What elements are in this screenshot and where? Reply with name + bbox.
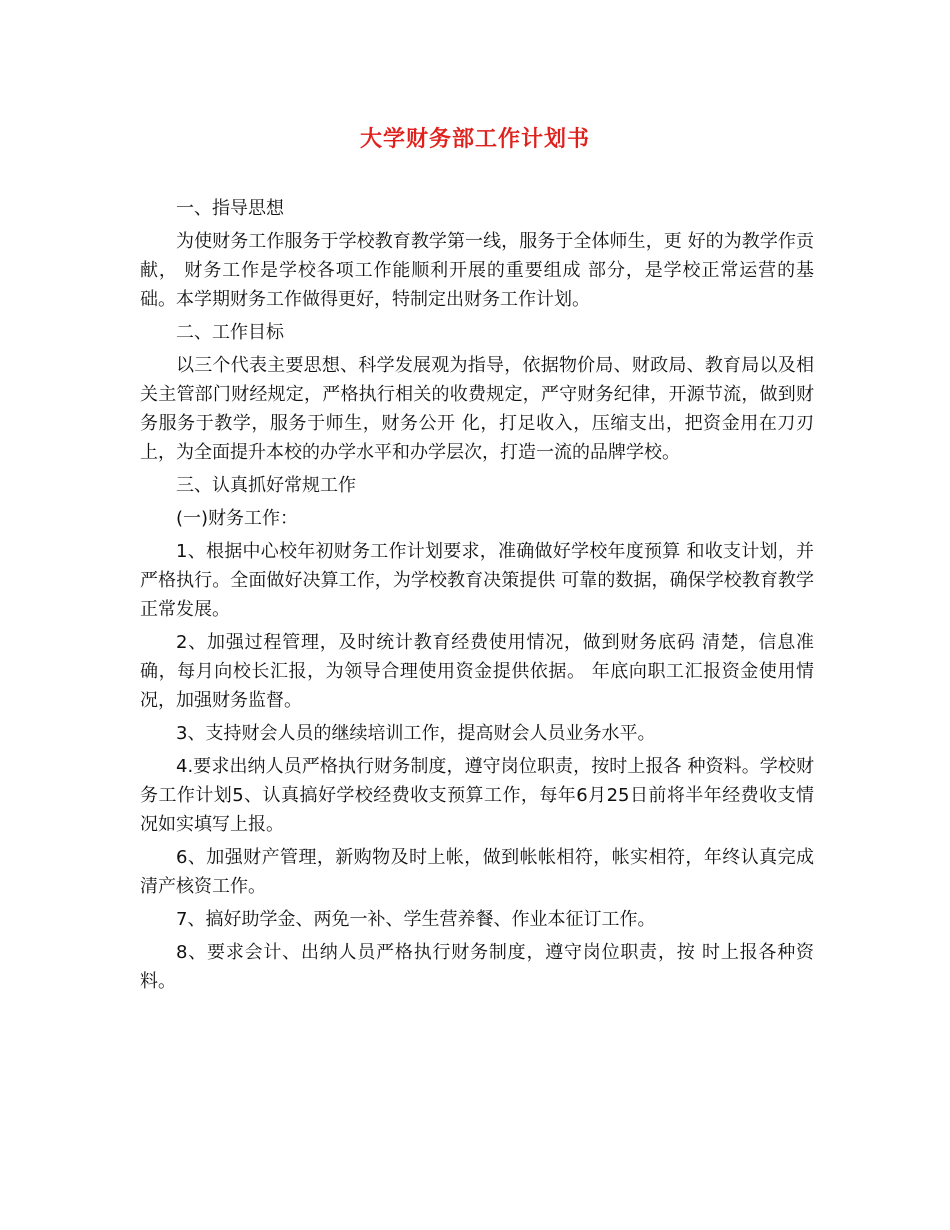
list-item-7: 7、搞好助学金、两免一补、学生营养餐、作业本征订工作。 [176, 909, 656, 930]
list-item-8: 8、要求会计、出纳人员严格执行财务制度，遵守岗位职责，按 时上报各种资料。 [140, 942, 814, 992]
list-item-4-5: 4.要求出纳人员严格执行财务制度，遵守岗位职责，按时上报各 种资料。学校财务工作计划5、认真搞好学校经费收支预算工作，每年6月25日前将半年经费收支情况如实填写上报。 [140, 756, 814, 835]
section-heading-guiding-ideology: 一、指导思想 [176, 198, 284, 219]
subsection-heading-finance-work: (一)财务工作： [176, 508, 299, 529]
document-body [140, 194, 814, 996]
paragraph-guiding-ideology: 为使财务工作服务于学校教育教学第一线，服务于全体师生，更 好的为教学作贡献， 财务工作是学校各项工作能顺利开展的重要组成 部分，是学校正常运营的基础。本学期财务工作做得更好，特制定出财务工作计划。 [140, 231, 814, 310]
list-item-3: 3、支持财会人员的继续培训工作，提高财会人员业务水平。 [176, 723, 656, 744]
list-item-1: 1、根据中心校年初财务工作计划要求，准确做好学校年度预算 和收支计划，并严格执行。全面做好决算工作，为学校教育决策提供 可靠的数据，确保学校教育教学正常发展。 [140, 541, 814, 620]
list-item-2: 2、加强过程管理，及时统计教育经费使用情况，做到财务底码 清楚，信息准确，每月向校长汇报，为领导合理使用资金提供依据。 年底向职工汇报资金使用情况，加强财务监督。 [140, 632, 814, 711]
section-heading-work-goals: 二、工作目标 [176, 322, 284, 343]
paragraph-work-goals: 以三个代表主要思想、科学发展观为指导，依据物价局、财政局、教育局以及相关主管部门财经规定，严格执行相关的收费规定，严守财务纪律，开源节流，做到财务服务于教学，服务于师生，财务公开 化，打足收入，压缩支出，把资金用在刀刃上，为全面提升本校的办学水平和办学层次，打造一流的品牌学校。 [140, 355, 814, 463]
section-heading-routine-work: 三、认真抓好常规工作 [176, 475, 356, 496]
list-item-6: 6、加强财产管理，新购物及时上帐，做到帐帐相符，帐实相符，年终认真完成清产核资工作。 [140, 847, 814, 897]
document-title: 大学财务部工作计划书 [359, 127, 590, 152]
